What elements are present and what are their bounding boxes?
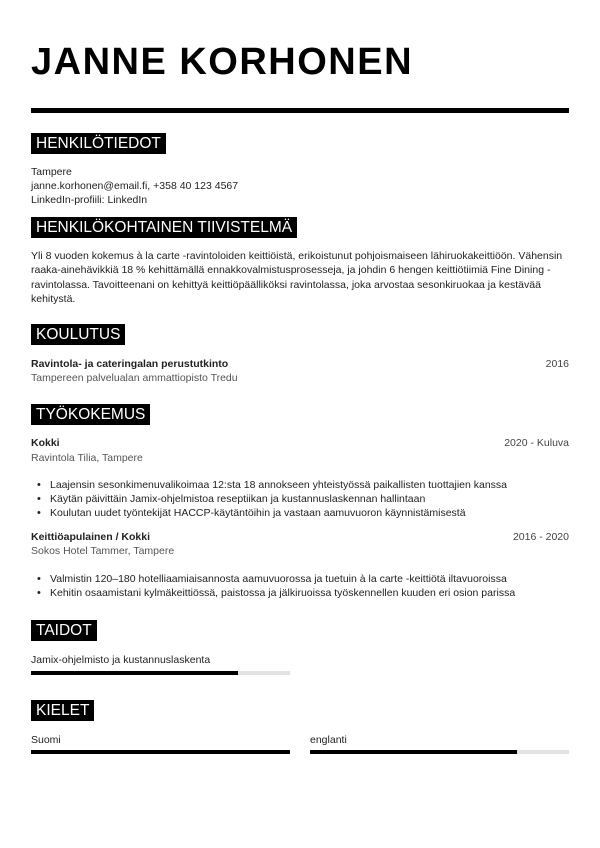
language-level-fill xyxy=(31,750,290,754)
job-place: Sokos Hotel Tammer, Tampere xyxy=(31,545,175,557)
section-header-skills: TAIDOT xyxy=(31,620,97,641)
linkedin-link[interactable]: LinkedIn-profiili: LinkedIn xyxy=(31,194,148,206)
section-header-education: KOULUTUS xyxy=(31,324,125,345)
section-header-experience: TYÖKOKEMUS xyxy=(31,404,150,425)
section-header-summary: HENKILÖKOHTAINEN TIIVISTELMÄ xyxy=(31,217,297,238)
language-label: Suomi xyxy=(31,734,61,746)
language-level-fill xyxy=(310,750,517,754)
skill-label: Jamix-ohjelmisto ja kustannuslaskenta xyxy=(31,654,211,666)
skill-level-bar xyxy=(31,671,290,675)
skill-level-fill xyxy=(31,671,238,675)
job-bullets xyxy=(50,478,507,520)
job-bullet: • Koulutan uudet työntekijät HACCP-käytäntöihin ja vastaan aamuvuoron käynnistämisestä xyxy=(50,506,507,520)
summary-text: Yli 8 vuoden kokemus à la carte -ravintoloiden keittiöistä, erikoistunut pohjoismaiseen lähiruokakeittiöön. Vähensin raaka-ainehävikkiä 18 % kehittämällä ennakkovalmistusprosesseja, ja johdin 6 hengen keittiötiimiä Fine Dining -ravintolassa. Tavoitteenani on kehittyä keittiöpäälliköksi ravintolassa, joka arvostaa sesonkiruokaa ja kestävää kehitystä. xyxy=(31,250,563,306)
job-dates: 2016 - 2020 xyxy=(512,531,569,543)
job-bullets xyxy=(50,572,515,600)
job-bullet: • Laajensin sesonkimenuvalikoimaa 12:sta 18 annokseen yhteistyössä paikallisten tuottajien kanssa xyxy=(50,478,507,492)
candidate-name: JANNE KORHONEN xyxy=(31,41,414,83)
job-bullet: • Kehitin osaamistani kylmäkeittiössä, paistossa ja jälkiruoissa työskennellen kuuden eri osion parissa xyxy=(50,586,515,600)
school-name: Tampereen palvelualan ammattiopisto Tredu xyxy=(31,372,238,384)
job-bullet: • Käytän päivittäin Jamix-ohjelmistoa reseptiikan ja kustannuslaskennan hallintaan xyxy=(50,492,507,506)
job-place: Ravintola Tilia, Tampere xyxy=(31,452,143,464)
section-header-personal: HENKILÖTIEDOT xyxy=(31,133,166,154)
contact-info: janne.korhonen@email.fi, +358 40 123 4567 xyxy=(31,180,239,192)
language-level-bar xyxy=(310,750,569,754)
education-year: 2016 xyxy=(545,358,569,370)
language-label: englanti xyxy=(310,734,347,746)
job-title: Kokki xyxy=(31,437,60,449)
job-dates: 2020 - Kuluva xyxy=(504,437,569,449)
header-divider xyxy=(31,108,569,113)
city: Tampere xyxy=(31,166,72,178)
job-title: Keittiöapulainen / Kokki xyxy=(31,531,151,543)
language-level-bar xyxy=(31,750,290,754)
degree-title: Ravintola- ja cateringalan perustutkinto xyxy=(31,358,229,370)
job-bullet: • Valmistin 120–180 hotelliaamiaisannosta aamuvuorossa ja tuetuin à la carte -keittiötä iltavuoroissa xyxy=(50,572,515,586)
section-header-languages: KIELET xyxy=(31,700,94,721)
